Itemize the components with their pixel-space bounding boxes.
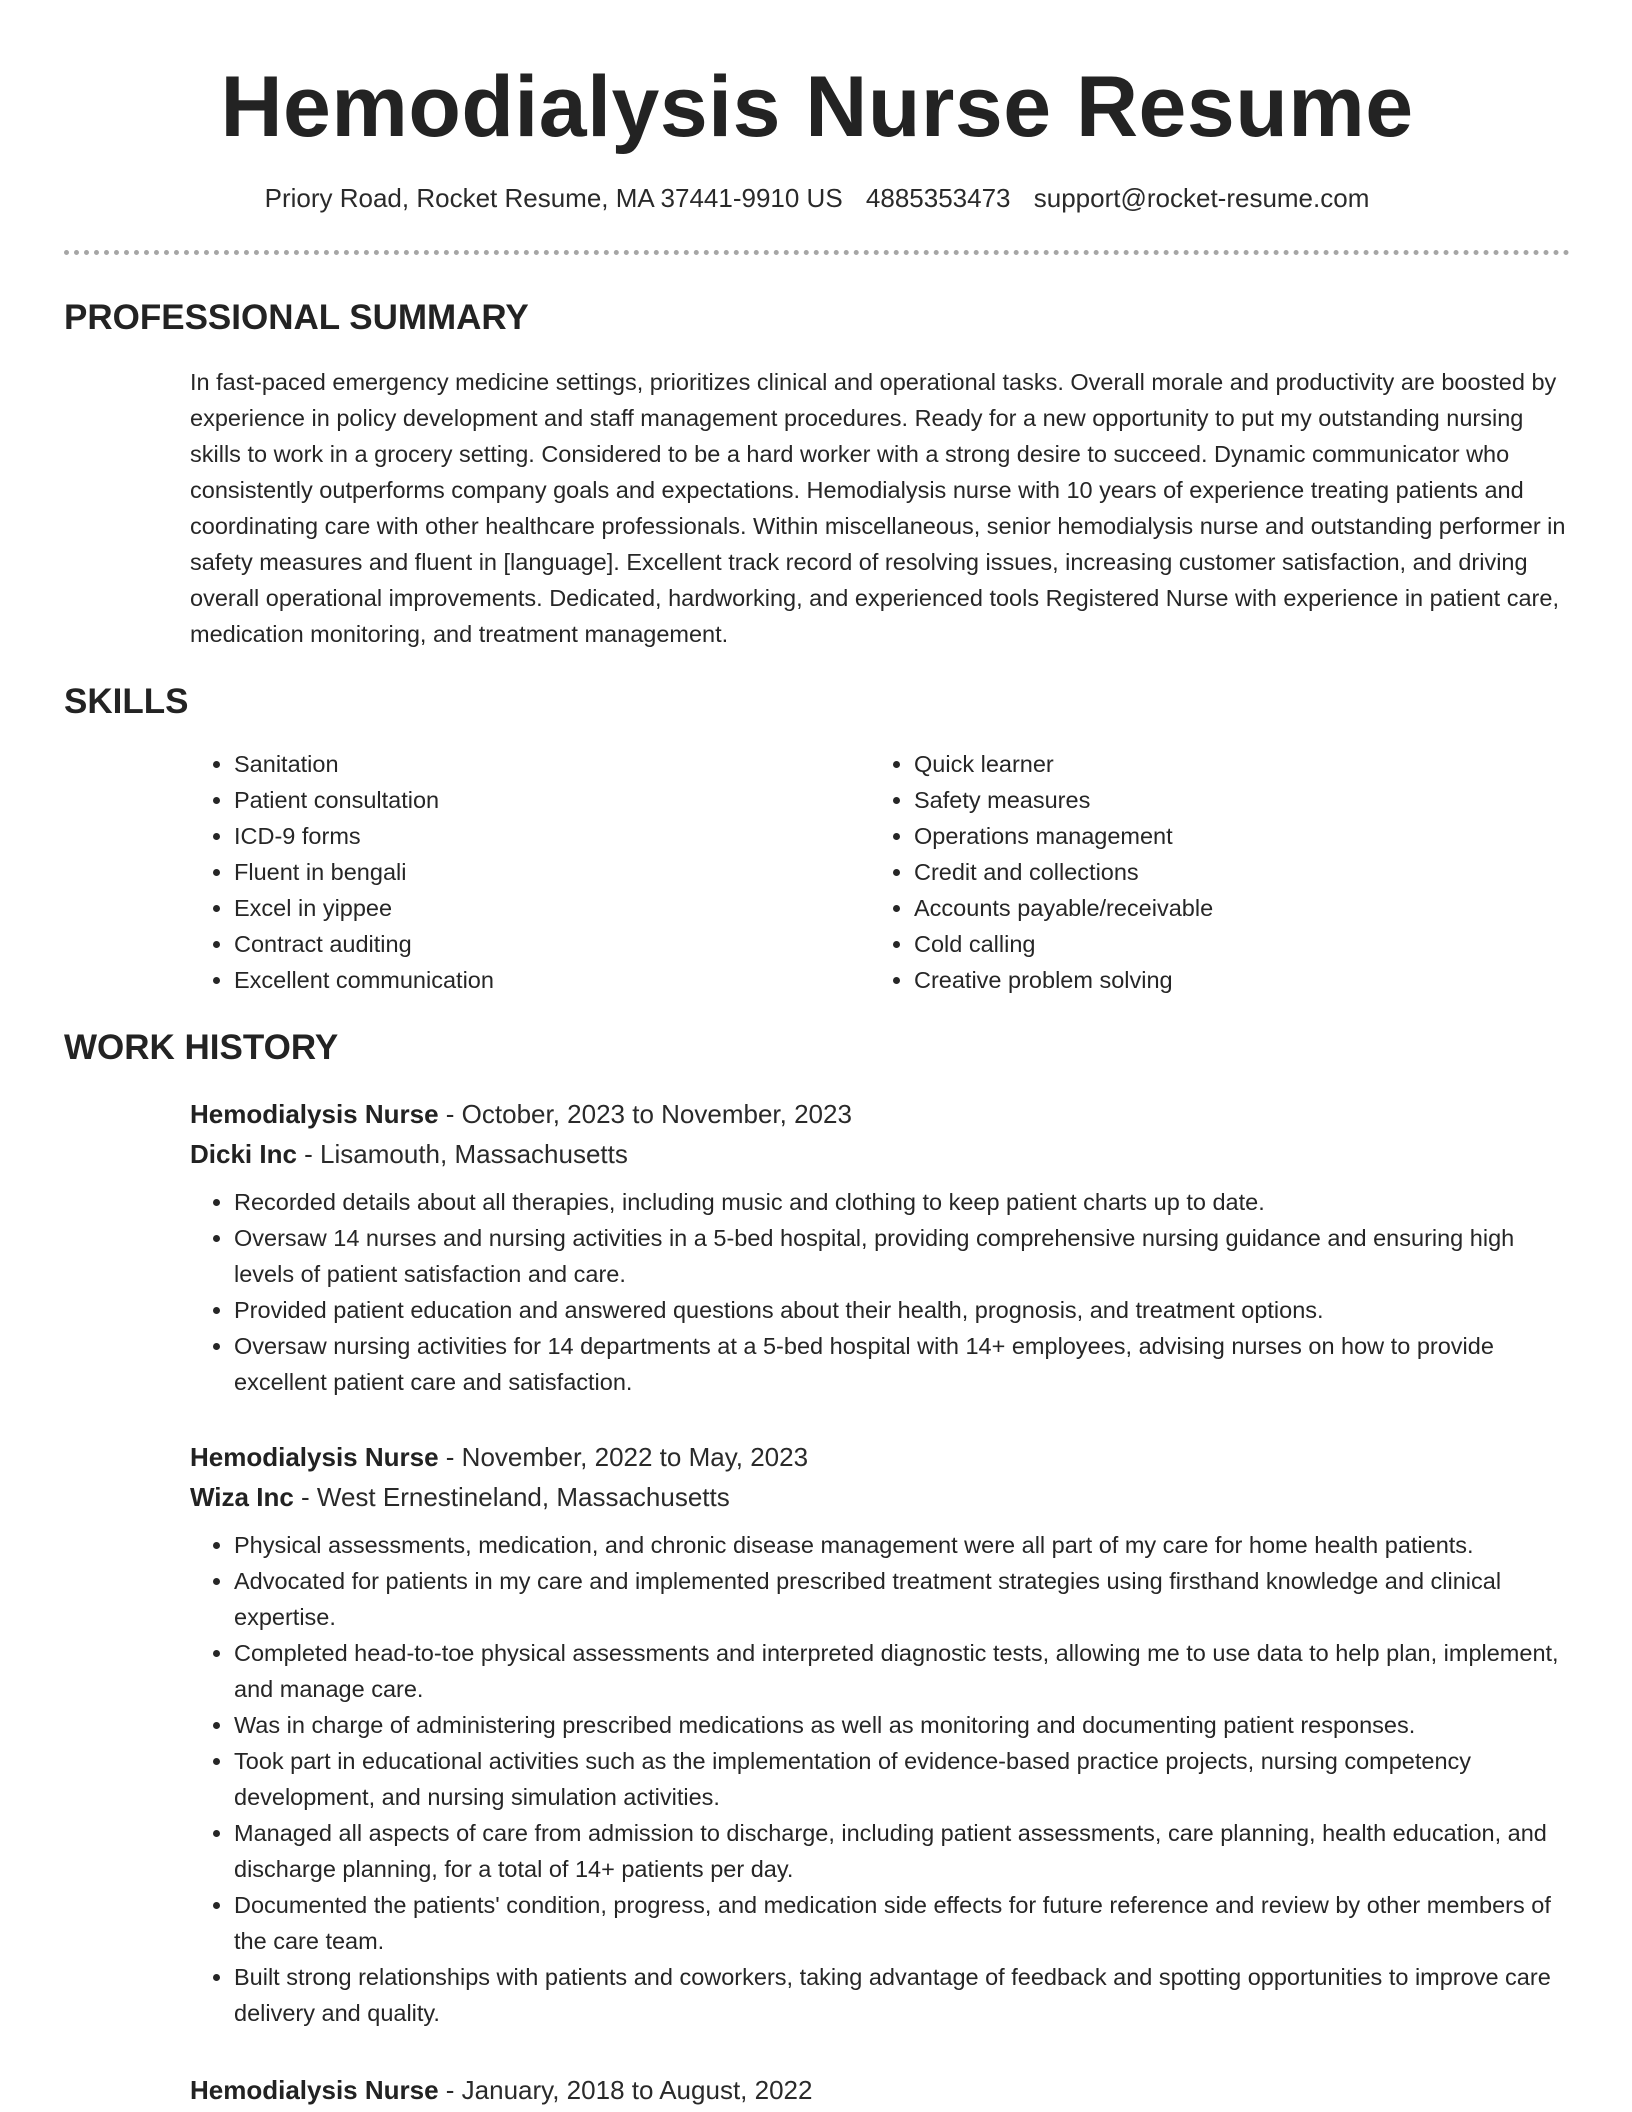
skill-item: • Excel in yippee xyxy=(234,890,870,926)
contact-line xyxy=(64,180,1570,216)
job-entry xyxy=(190,2070,1570,2110)
job-bullet: • Took part in educational activities such as the implementation of evidence-based practice projects, nursing competency development, and nursing simulation activities. xyxy=(234,1743,1570,1815)
job-bullet: • Documented the patients' condition, progress, and medication side effects for future reference and review by other members of the care team. xyxy=(234,1887,1570,1959)
summary-heading: PROFESSIONAL SUMMARY xyxy=(64,298,529,337)
job-location: - Lisamouth, Massachusetts xyxy=(296,1139,628,1169)
skill-item: • Operations management xyxy=(914,818,1550,854)
job-company: Dicki Inc xyxy=(190,1139,297,1169)
job-company-line xyxy=(190,1477,1570,1517)
job-bullet: • Oversaw 14 nurses and nursing activities in a 5-bed hospital, providing comprehensive nursing guidance and ensuring high levels of patient satisfaction and care. xyxy=(234,1220,1570,1292)
skill-item: • Fluent in bengali xyxy=(234,854,870,890)
job-bullet: • Oversaw nursing activities for 14 departments at a 5-bed hospital with 14+ employees, advising nurses on how to provide excellent patient care and satisfaction. xyxy=(234,1328,1570,1400)
skills-column-right xyxy=(870,746,1550,998)
skill-item: • ICD-9 forms xyxy=(234,818,870,854)
skills-column-left xyxy=(190,746,870,998)
job-entry xyxy=(190,1437,1570,2031)
job-company: Wiza Inc xyxy=(190,1482,294,1512)
job-bullet: • Recorded details about all therapies, including music and clothing to keep patient charts up to date. xyxy=(234,1184,1570,1220)
contact-address: Priory Road, Rocket Resume, MA 37441-9910 US xyxy=(264,183,843,213)
job-bullet: • Completed head-to-toe physical assessments and interpreted diagnostic tests, allowing me to use data to help plan, implement, and manage care. xyxy=(234,1635,1570,1707)
job-entry xyxy=(190,1094,1570,1400)
skill-item: • Excellent communication xyxy=(234,962,870,998)
job-dates: - October, 2023 to November, 2023 xyxy=(438,1099,852,1129)
job-role: Hemodialysis Nurse xyxy=(190,1099,439,1129)
header-divider xyxy=(64,250,1570,255)
job-role: Hemodialysis Nurse xyxy=(190,1442,439,1472)
job-title-line xyxy=(190,1437,1570,1477)
skill-item: • Patient consultation xyxy=(234,782,870,818)
job-bullet: • Was in charge of administering prescribed medications as well as monitoring and documenting patient responses. xyxy=(234,1707,1570,1743)
job-bullets xyxy=(190,1527,1570,2031)
skill-item: • Quick learner xyxy=(914,746,1550,782)
work-history-heading: WORK HISTORY xyxy=(64,1028,339,1067)
skill-item: • Contract auditing xyxy=(234,926,870,962)
skill-item: • Safety measures xyxy=(914,782,1550,818)
skill-item: • Sanitation xyxy=(234,746,870,782)
resume-title: Hemodialysis Nurse Resume xyxy=(220,59,1414,155)
skill-item: • Accounts payable/receivable xyxy=(914,890,1550,926)
skills-list xyxy=(190,746,1570,998)
job-location: - West Ernestineland, Massachusetts xyxy=(293,1482,730,1512)
job-title-line xyxy=(190,2070,1570,2110)
contact-email: support@rocket-resume.com xyxy=(1033,183,1370,213)
job-bullet: • Managed all aspects of care from admission to discharge, including patient assessments, care planning, health education, and discharge planning, for a total of 14+ patients per day. xyxy=(234,1815,1570,1887)
job-bullet: • Physical assessments, medication, and chronic disease management were all part of my care for home health patients. xyxy=(234,1527,1570,1563)
job-dates: - January, 2018 to August, 2022 xyxy=(438,2075,813,2105)
job-bullets xyxy=(190,1184,1570,1400)
job-bullet: • Provided patient education and answered questions about their health, prognosis, and treatment options. xyxy=(234,1292,1570,1328)
job-bullet: • Built strong relationships with patients and coworkers, taking advantage of feedback and spotting opportunities to improve care delivery and quality. xyxy=(234,1959,1570,2031)
skill-item: • Creative problem solving xyxy=(914,962,1550,998)
summary-text: In fast-paced emergency medicine settings, prioritizes clinical and operational tasks. Overall morale and productivity are boosted by experience in policy development and staff management procedures. Ready for a new opportunity to put my outstanding nursing skills to work in a grocery setting. Considered to be a hard worker with a strong desire to succeed. Dynamic communicator who consistently outperforms company goals and expectations. Hemodialysis nurse with 10 years of experience treating patients and coordinating care with other healthcare professionals. Within miscellaneous, senior hemodialysis nurse and outstanding performer in safety measures and fluent in [language]. Excellent track record of resolving issues, increasing customer satisfaction, and driving overall operational improvements. Dedicated, hardworking, and experienced tools Registered Nurse with experience in patient care, medication monitoring, and treatment management. xyxy=(190,369,1566,647)
job-dates: - November, 2022 to May, 2023 xyxy=(438,1442,809,1472)
skills-heading: SKILLS xyxy=(64,682,189,721)
job-company-line xyxy=(190,1134,1570,1174)
skill-item: • Credit and collections xyxy=(914,854,1550,890)
job-bullet: • Advocated for patients in my care and implemented prescribed treatment strategies using firsthand knowledge and clinical expertise. xyxy=(234,1563,1570,1635)
contact-phone: 4885353473 xyxy=(865,183,1011,213)
job-role: Hemodialysis Nurse xyxy=(190,2075,439,2105)
skill-item: • Cold calling xyxy=(914,926,1550,962)
job-title-line xyxy=(190,1094,1570,1134)
